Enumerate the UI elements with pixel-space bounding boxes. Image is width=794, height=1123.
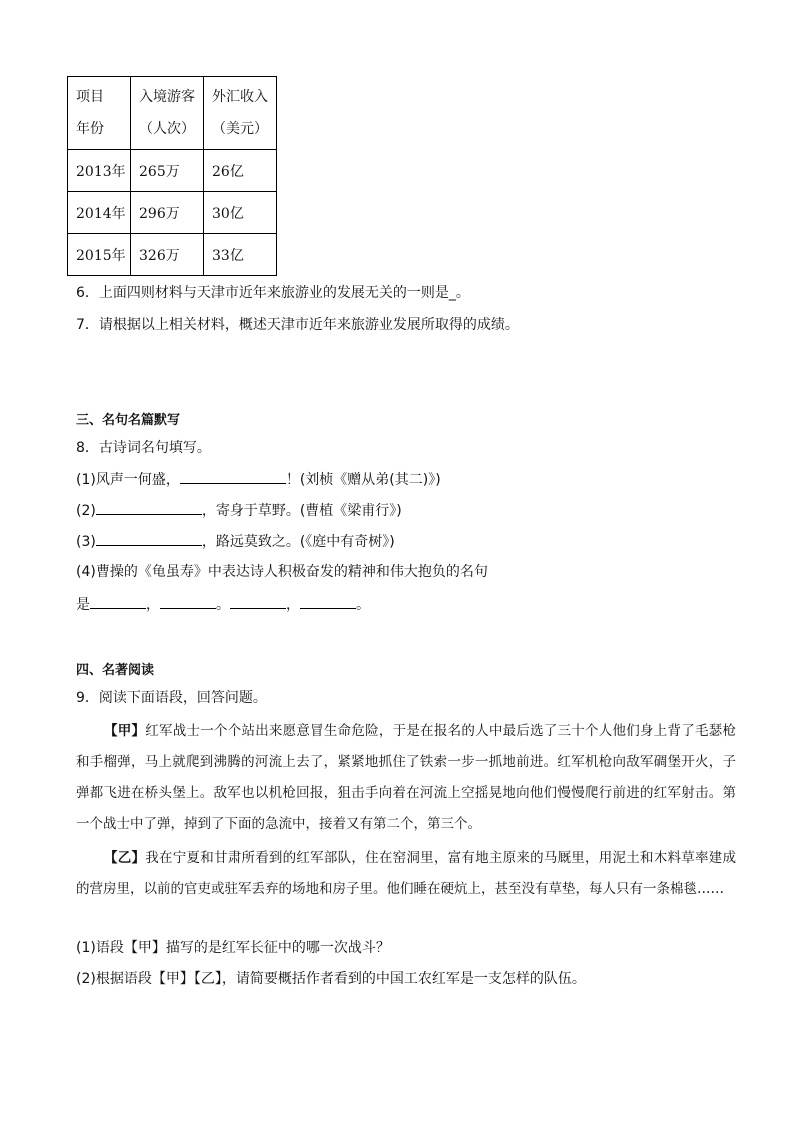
question-8: 8．古诗词名句填写。: [76, 440, 211, 456]
question-6: 6．上面四则材料与天津市近年来旅游业的发展无关的一则是_。: [76, 285, 470, 301]
answer-blank[interactable]: [300, 594, 356, 609]
header-income-unit: （美元）: [212, 121, 268, 137]
poem-item-4-line-1: (4)曹操的《龟虽寿》中表达诗人积极奋发的精神和伟大抱负的名句: [76, 564, 488, 580]
answer-blank[interactable]: [96, 531, 202, 546]
income-cell: 26亿: [204, 150, 277, 192]
section-4-title: 四、名著阅读: [76, 663, 155, 678]
header-income-label: 外汇收入: [212, 89, 268, 105]
poem-item-3: [76, 531, 395, 552]
answer-blank[interactable]: [230, 594, 286, 609]
year-cell: 2015年: [68, 234, 131, 276]
visitors-cell: 296万: [131, 192, 204, 234]
header-corner-cell: [68, 77, 131, 150]
income-cell: 33亿: [204, 234, 277, 276]
section-3-title: 三、名句名篇默写: [76, 413, 181, 428]
period: 。: [356, 597, 370, 613]
comma: ，: [146, 597, 160, 613]
poem-item-2-suffix: ，寄身于草野。(曹植《梁甫行》): [201, 503, 402, 519]
visitors-cell: 326万: [131, 234, 204, 276]
passage-yi: [76, 843, 736, 905]
answer-blank[interactable]: [96, 500, 202, 515]
comma: ，: [286, 597, 300, 613]
header-visitors-cell: [131, 77, 204, 150]
poem-item-1-prefix: (1)风声一何盛，: [76, 472, 180, 488]
tourism-stats-table: [67, 76, 277, 276]
passage-jia: [76, 716, 736, 840]
passage-jia-tag: 【甲】: [104, 723, 146, 739]
poem-item-4-prefix: 是: [76, 597, 90, 613]
poem-item-2: [76, 500, 402, 521]
sub-question-2: (2)根据语段【甲】【乙】，请简要概括作者看到的中国工农红军是一支怎样的队伍。: [76, 971, 586, 987]
poem-item-4-line-2: [76, 594, 370, 615]
sub-question-1: (1)语段【甲】描写的是红军长征中的哪一次战斗？: [76, 940, 390, 956]
period: 。: [216, 597, 230, 613]
question-9: 9．阅读下面语段，回答问题。: [76, 690, 267, 706]
year-cell: 2014年: [68, 192, 131, 234]
header-item-label: 项目: [76, 89, 104, 105]
poem-item-2-prefix: (2): [76, 503, 96, 519]
poem-item-3-prefix: (3): [76, 534, 96, 550]
table-row: [68, 234, 277, 276]
table-header-row: [68, 77, 277, 150]
header-income-cell: [204, 77, 277, 150]
answer-blank[interactable]: [160, 594, 216, 609]
header-year-label: 年份: [76, 121, 104, 137]
passage-jia-text: 红军战士一个个站出来愿意冒生命危险，于是在报名的人中最后选了三十个人他们身上背了毛瑟枪和手榴弹，马上就爬到沸腾的河流上去了，紧紧地抓住了铁索一步一抓地前进。红军机枪向敌军碉堡开火，子弹都飞进在桥头堡上。敌军也以机枪回报，狙击手向着在河流上空摇晃地向他们慢慢爬行前进的红军射击。第一个战士中了弹，掉到了下面的急流中，接着又有第二个，第三个。: [76, 723, 736, 832]
header-visitors-unit: （人次）: [139, 121, 195, 137]
passage-yi-text: 我在宁夏和甘肃所看到的红军部队，住在窑洞里，富有地主原来的马厩里，用泥土和木料草率建成的营房里，以前的官吏或驻军丢弃的场地和房子里。他们睡在硬炕上，甚至没有草垫，每人只有一条棉毯……: [76, 850, 736, 897]
income-cell: 30亿: [204, 192, 277, 234]
table-row: [68, 150, 277, 192]
poem-item-1-suffix: ！(刘桢《赠从弟(其二)》): [285, 472, 441, 488]
answer-blank[interactable]: [180, 469, 286, 484]
visitors-cell: 265万: [131, 150, 204, 192]
question-7: 7．请根据以上相关材料，概述天津市近年来旅游业发展所取得的成绩。: [76, 317, 519, 333]
answer-blank[interactable]: [90, 594, 146, 609]
poem-item-3-suffix: ，路远莫致之。(《庭中有奇树》): [201, 534, 395, 550]
header-visitors-label: 入境游客: [139, 89, 195, 105]
poem-item-1: [76, 469, 441, 490]
year-cell: 2013年: [68, 150, 131, 192]
table-row: [68, 192, 277, 234]
passage-yi-tag: 【乙】: [104, 850, 146, 866]
